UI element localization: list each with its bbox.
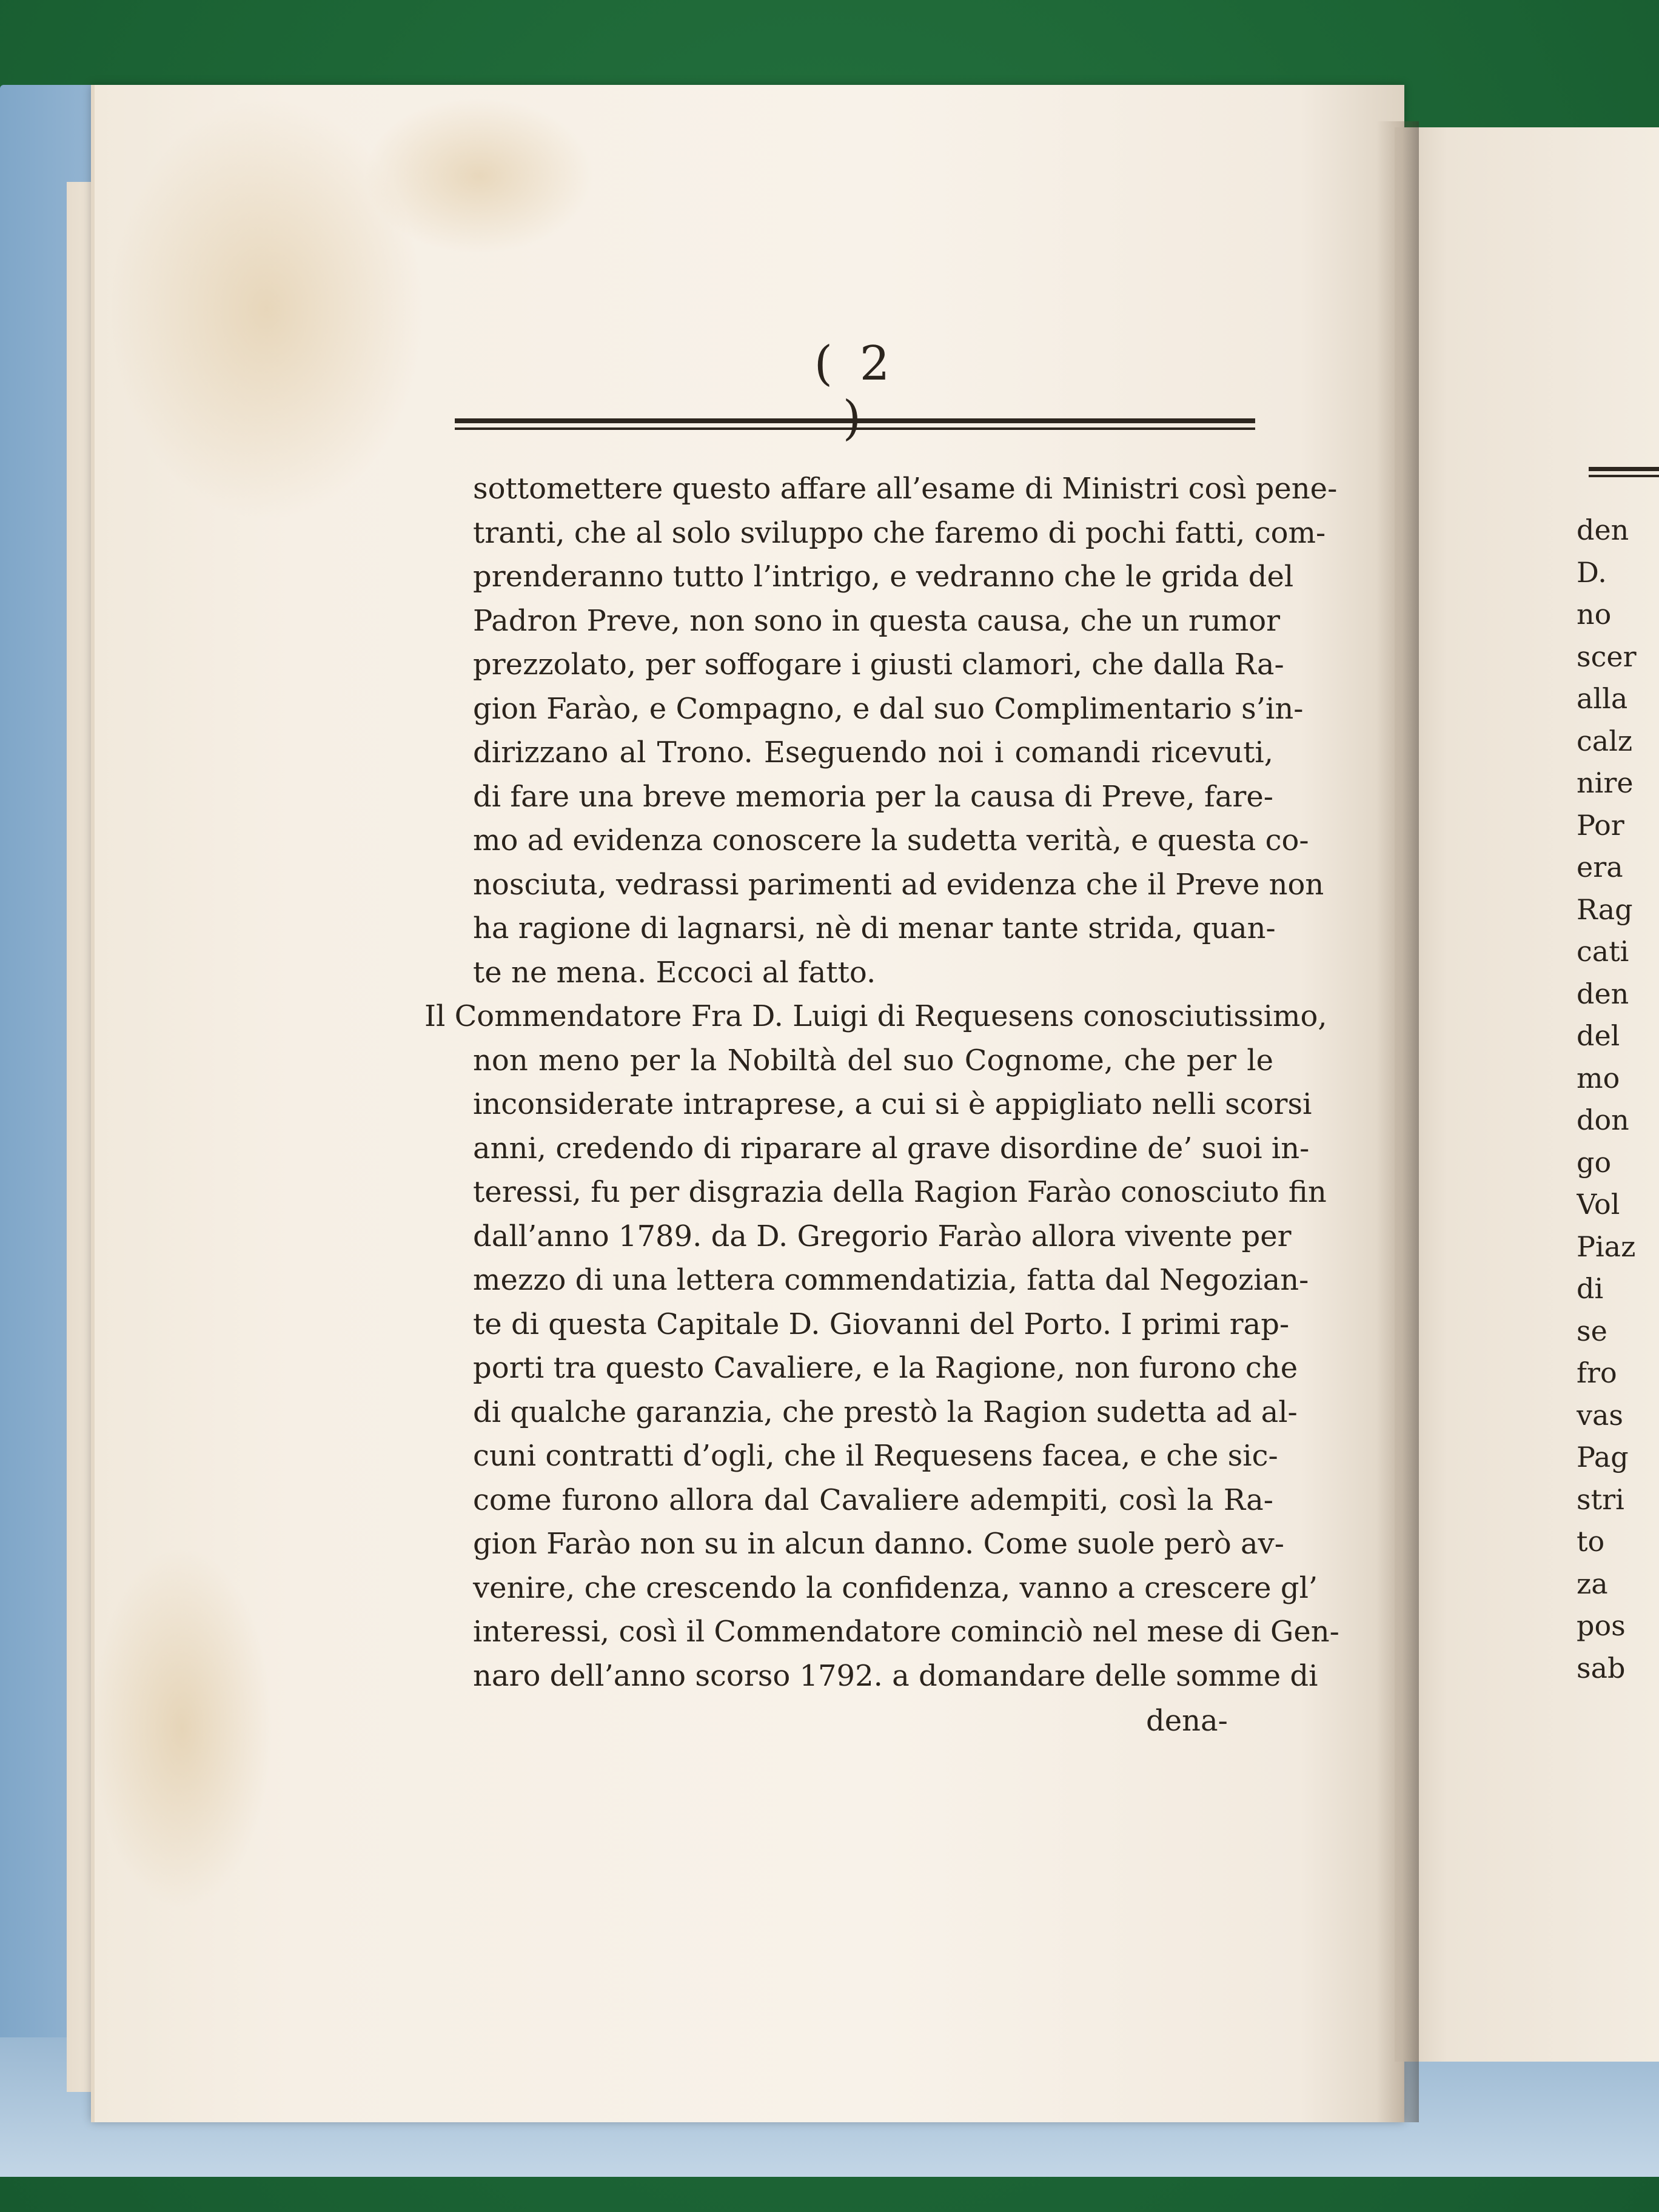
text-line: gion Farào non su in alcun danno. Come suole però av- <box>473 1527 1284 1561</box>
facing-line-fragment: Piaz <box>1577 1230 1636 1263</box>
text-line: dall’anno 1789. da D. Gregorio Farào allora vivente per <box>473 1219 1292 1253</box>
text-line: cuni contratti d’ogli, che il Requesens facea, e che sic- <box>473 1439 1278 1473</box>
facing-rule-thick <box>1589 467 1659 471</box>
foxing-stain <box>364 97 594 255</box>
book-gutter-shadow <box>1376 121 1419 2122</box>
text-line: prezzolato, per soffogare i giusti clamori, che dalla Ra- <box>473 648 1284 682</box>
text-line: Padron Preve, non sono in questa causa, che un rumor <box>473 603 1281 638</box>
facing-line-fragment: Por <box>1577 808 1624 842</box>
text-line: mo ad evidenza conoscere la sudetta verità, e questa co- <box>473 823 1309 857</box>
facing-line-fragment: za <box>1577 1567 1608 1600</box>
facing-line-fragment: alla <box>1577 682 1628 715</box>
facing-line-fragment: vas <box>1577 1398 1624 1432</box>
facing-page-text <box>1577 509 1659 1689</box>
text-line: venire, che crescendo la confidenza, vanno a crescere gl’ <box>473 1570 1318 1605</box>
facing-line-fragment: pos <box>1577 1609 1626 1642</box>
foxing-stain <box>91 1546 273 1910</box>
facing-rule-thin <box>1589 475 1659 477</box>
facing-line-fragment: mo <box>1577 1061 1620 1094</box>
facing-line-fragment: scer <box>1577 640 1637 673</box>
facing-line-fragment: calz <box>1577 724 1633 757</box>
facing-line-fragment: di <box>1577 1272 1604 1305</box>
header-rule-thick <box>455 418 1255 423</box>
text-line: teressi, fu per disgrazia della Ragion Farào conosciuto fin <box>473 1175 1327 1209</box>
facing-line-fragment: stri <box>1577 1483 1624 1516</box>
text-line: di fare una breve memoria per la causa di Preve, fare- <box>473 779 1273 814</box>
facing-line-fragment: cati <box>1577 935 1629 968</box>
text-line: dirizzano al Trono. Eseguendo noi i comandi ricevuti, <box>473 736 1273 769</box>
body-text <box>424 467 1339 1698</box>
facing-line-fragment: Vol <box>1577 1188 1620 1221</box>
text-line: te di questa Capitale D. Giovanni del Porto. I primi rap- <box>473 1307 1290 1341</box>
text-line: gion Farào, e Compagno, e dal suo Complimentario s’in- <box>473 691 1304 726</box>
facing-line-fragment: Rag <box>1577 893 1633 926</box>
text-line: ha ragione di lagnarsi, nè di menar tante strida, quan- <box>473 911 1276 945</box>
facing-page-rule <box>1589 467 1659 479</box>
text-line: mezzo di una lettera commendatizia, fatta dal Negozian- <box>473 1263 1309 1297</box>
page-number: ( 2 <box>814 337 896 391</box>
facing-line-fragment: era <box>1577 851 1623 883</box>
text-line: come furono allora dal Cavaliere adempiti, così la Ra- <box>473 1483 1273 1517</box>
text-line: te ne mena. Eccoci al fatto. <box>473 955 876 990</box>
facing-line-fragment: don <box>1577 1104 1629 1136</box>
text-line: interessi, così il Commendatore cominciò nel mese di Gen- <box>473 1615 1339 1649</box>
facing-line-fragment: sab <box>1577 1651 1626 1684</box>
facing-line-fragment: den <box>1577 977 1629 1010</box>
facing-line-fragment: se <box>1577 1314 1607 1347</box>
catchword: dena- <box>1146 1704 1228 1738</box>
text-line: di qualche garanzia, che prestò la Ragion sudetta ad al- <box>473 1395 1298 1429</box>
text-line: tranti, che al solo sviluppo che faremo di pochi fatti, com- <box>473 515 1326 550</box>
facing-line-fragment: Pag <box>1577 1441 1629 1473</box>
facing-line-fragment: fro <box>1577 1356 1617 1389</box>
facing-line-fragment: go <box>1577 1145 1612 1179</box>
facing-line-fragment: nire <box>1577 766 1634 799</box>
header-double-rule <box>455 418 1255 434</box>
text-line: naro dell’anno scorso 1792. a domandare delle somme di <box>473 1658 1318 1693</box>
text-line: inconsiderate intraprese, a cui si è appigliato nelli scorsi <box>473 1087 1312 1121</box>
text-line: prenderanno tutto l’intrigo, e vedranno che le grida del <box>473 560 1294 594</box>
facing-line-fragment: del <box>1577 1019 1620 1052</box>
header-rule-thin <box>455 427 1255 430</box>
facing-line-fragment: D. <box>1577 555 1607 589</box>
text-line: anni, credendo di riparare al grave disordine de’ suoi in- <box>473 1131 1310 1165</box>
text-line: non meno per la Nobiltà del suo Cognome, che per le <box>473 1043 1273 1078</box>
paragraph-start-line: Il Commendatore Fra D. Luigi di Requesens conosciutissimo, <box>424 999 1327 1033</box>
text-line: porti tra questo Cavaliere, e la Ragione, non furono che <box>473 1351 1298 1385</box>
text-line: sottomettere questo affare all’esame di Ministri così pene- <box>473 472 1338 506</box>
facing-line-fragment: no <box>1577 598 1612 631</box>
facing-line-fragment: to <box>1577 1525 1605 1558</box>
text-line: nosciuta, vedrassi parimenti ad evidenza che il Preve non <box>473 867 1324 902</box>
facing-line-fragment: den <box>1577 514 1629 546</box>
